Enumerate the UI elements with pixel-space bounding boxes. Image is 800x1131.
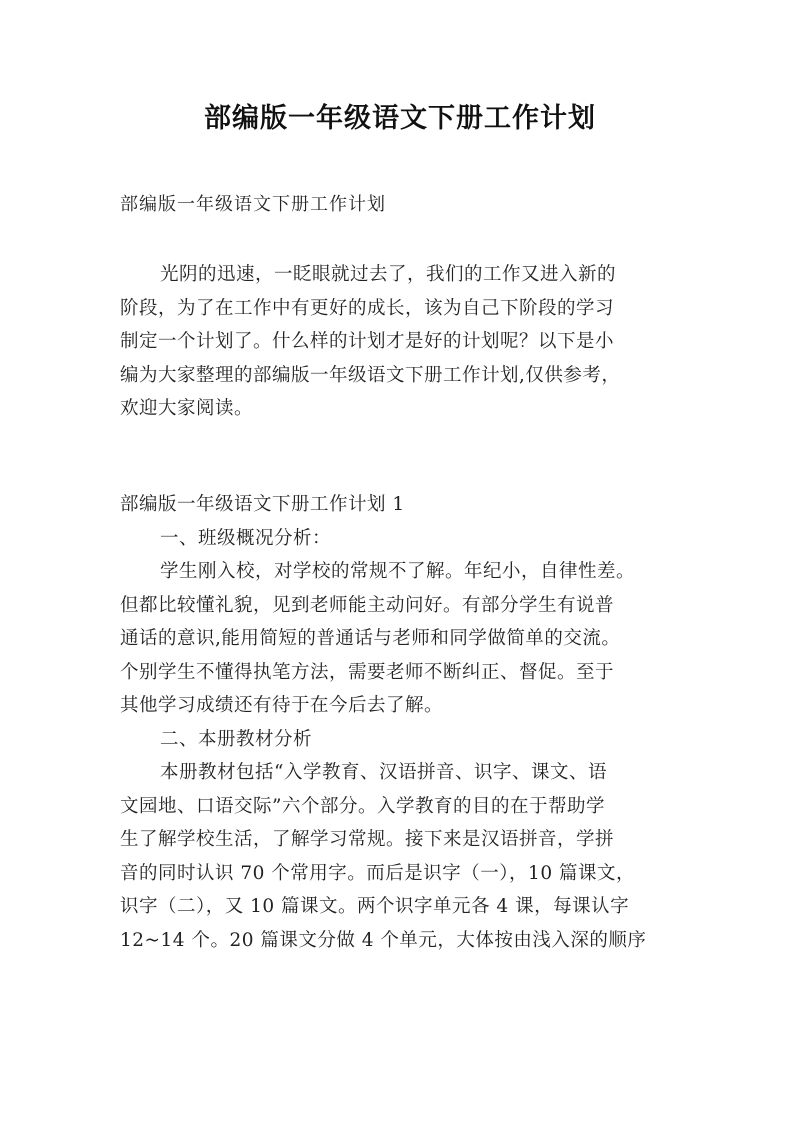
para-line: 学生刚入校，对学校的常规不了解。年纪小，自律性差。 xyxy=(160,561,636,582)
para-line: 音的同时认识 70 个常用字。而后是识字（一），10 篇课文， xyxy=(120,862,635,884)
section-1 xyxy=(120,488,685,957)
intro-line: 编为大家整理的部编版一年级语文下册工作计划,仅供参考， xyxy=(120,364,621,386)
heading-class-overview: 一、班级概况分析： xyxy=(160,527,332,549)
intro-paragraph xyxy=(120,258,685,426)
para-line: 其他学习成绩还有待于在今后去了解。 xyxy=(120,695,444,716)
para-line: 个别学生不懂得执笔方法，需要老师不断纠正、督促。至于 xyxy=(120,661,615,683)
para-line: 但都比较懂礼貌，见到老师能主动问好。有部分学生有说普 xyxy=(120,594,615,616)
section-title: 部编版一年级语文下册工作计划 1 xyxy=(120,494,405,515)
heading-textbook-analysis: 二、本册教材分析 xyxy=(160,728,313,750)
intro-line: 光阴的迅速，一眨眼就过去了，我们的工作又进入新的 xyxy=(160,264,617,285)
para-line: 文园地、口语交际”六个部分。入学教育的目的在于帮助学 xyxy=(120,795,605,817)
para-line: 识字（二），又 10 篇课文。两个识字单元各 4 课，每课认字 xyxy=(120,896,630,917)
para-line: 12~14 个。20 篇课文分做 4 个单元，大体按由浅入深的顺序 xyxy=(120,929,647,951)
intro-line: 欢迎大家阅读。 xyxy=(120,398,254,419)
document-subtitle: 部编版一年级语文下册工作计划 xyxy=(120,194,386,215)
intro-line: 阶段，为了在工作中有更好的成长，该为自己下阶段的学习 xyxy=(120,297,615,319)
para-line: 本册教材包括“入学教育、汉语拼音、识字、课文、语 xyxy=(160,762,607,783)
para-line: 通话的意识,能用简短的普通话与老师和同学做简单的交流。 xyxy=(120,628,621,649)
para-line: 生了解学校生活，了解学习常规。接下来是汉语拼音，学拼 xyxy=(120,829,615,850)
intro-line: 制定一个计划了。什么样的计划才是好的计划呢？以下是小 xyxy=(120,331,615,352)
document-title: 部编版一年级语文下册工作计划 xyxy=(204,103,596,134)
